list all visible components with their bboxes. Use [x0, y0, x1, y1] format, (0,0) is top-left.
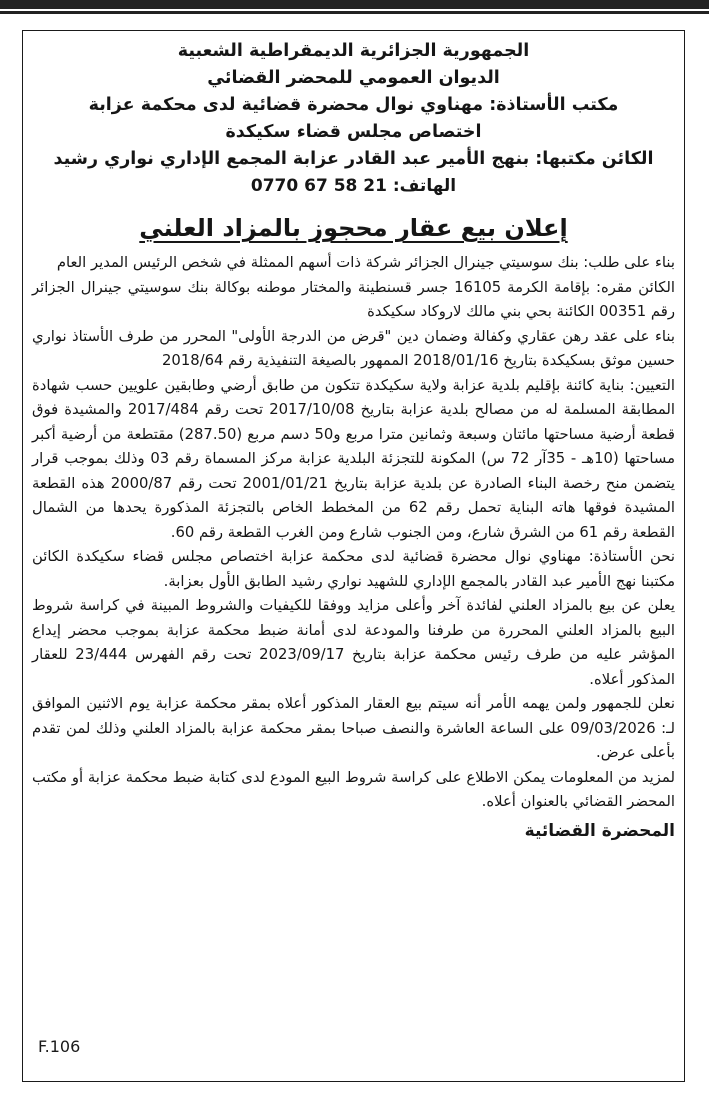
paragraph-bailiff: نحن الأستاذة: مهناوي نوال محضرة قضائية لدى محكمة عزابة اختصاص مجلس قضاء سكيكدة الكائن مكتبنا نهج الأمير عبد القادر بالمجمع الإداري للشهيد نواري رشيد الطابق الأول بعزابة.: [32, 548, 675, 590]
notice-header: [32, 38, 675, 173]
top-border-strip: [0, 0, 709, 14]
header-phone: الهاتف: 21 58 67 0770: [250, 176, 457, 196]
reference-code: F.106: [38, 1037, 81, 1056]
header-country: الجمهورية الجزائرية الديمقراطية الشعبية: [177, 41, 530, 61]
paragraph-sale-announcement: يعلن عن بيع بالمزاد العلني لفائدة آخر وأعلى مزايد ووفقا للكيفيات والشروط المبينة في كراسة شروط البيع بالمزاد العلني المحررة من طرفنا والمودعة لدى أمانة ضبط محكمة عزابة بموجب محضر إيداع المؤشر عليه من طرف رئيس محكمة عزابة بتاريخ 2023/09/17 تحت رقم الفهرس 23/444 للعقار المذكور أعلاه.: [32, 597, 675, 688]
paragraph-mortgage: بناء على عقد رهن عقاري وكفالة وضمان دين "قرض من الدرجة الأولى" المحرر من طرف الأستاذ نواري حسين موثق بسكيكدة بتاريخ 2018/01/16 الممهور بالصيغة التنفيذية رقم 2018/64: [32, 327, 675, 369]
header-jurisdiction: اختصاص مجلس قضاء سكيكدة: [225, 122, 482, 142]
signature: المحضرة القضائية: [524, 820, 675, 841]
paragraph-more-info: لمزيد من المعلومات يمكن الاطلاع على كراسة شروط البيع المودع لدى كتابة ضبط محكمة عزابة أو مكتب المحضر القضائي بالعنوان أعلاه.: [32, 768, 675, 810]
paragraph-property-description: التعيين: بناية كائنة بإقليم بلدية عزابة ولاية سكيكدة تتكون من طابق أرضي وطابقين علويين حسب شهادة المطابقة المسلمة له من مصالح بلدية عزابة بتاريخ 2017/10/08 تحت رقم 2017/484 والمشيدة فوق قطعة أرضية مساحتها مائتان وسبعة وثمانين مترا مربع و50 دسم مربع (287.50) مقتطعة من أرضية أكبر مساحتها (10هـ - 35آر 72 س) المكونة للتجزئة البلدية عزابة مركز المسماة رقم 03 وذلك بموجب قرار يتضمن منح رخصة البناء الصادرة عن بلدية عزابة بتاريخ 2001/01/21 تحت رقم 2000/87 هذه القطعة المشيدة فوقها هاته البناية تحمل رقم 62 من المخطط الخاص بالتجزئة المذكورة يحدها من الشمال القطعة رقم 61 من الشرق شارع، ومن الجنوب شارع ومن الغرب القطعة رقم 60.: [32, 376, 676, 541]
paragraph-requester: بناء على طلب: بنك سوسيتي جينرال الجزائر شركة ذات أسهم الممثلة في شخص الرئيس المدير العام: [56, 254, 675, 271]
header-bailiff: مكتب الأستاذة: مهناوي نوال محضرة قضائية لدى محكمة عزابة: [88, 95, 619, 115]
header-address: الكائن مكتبها: بنهج الأمير عبد القادر عزابة المجمع الإداري نواري رشيد: [53, 149, 654, 169]
paragraph-sale-date: نعلن للجمهور ولمن يهمه الأمر أنه سيتم بيع العقار المذكور أعلاه بمقر محكمة عزابة يوم الاثنين الموافق لـ: 09/03/2026 على الساعة العاشرة والنصف صباحا بمقر محكمة عزابة بالمزاد العلني وذلك لمن تقدم بأعلى عرض.: [32, 695, 675, 761]
notice-content: [32, 38, 675, 1078]
notice-title: إعلان بيع عقار محجوز بالمزاد العلني: [139, 214, 568, 242]
paragraph-requester-address: الكائن مقره: بإقامة الكرمة 16105 جسر قسنطينة والمختار موطنه بوكالة بنك سوسيتي جينرال الجزائر رقم 00351 الكائنة بحي بني مالك لاروكاد سكيكدة: [32, 278, 675, 320]
header-office: الديوان العمومي للمحضر القضائي: [207, 68, 500, 88]
